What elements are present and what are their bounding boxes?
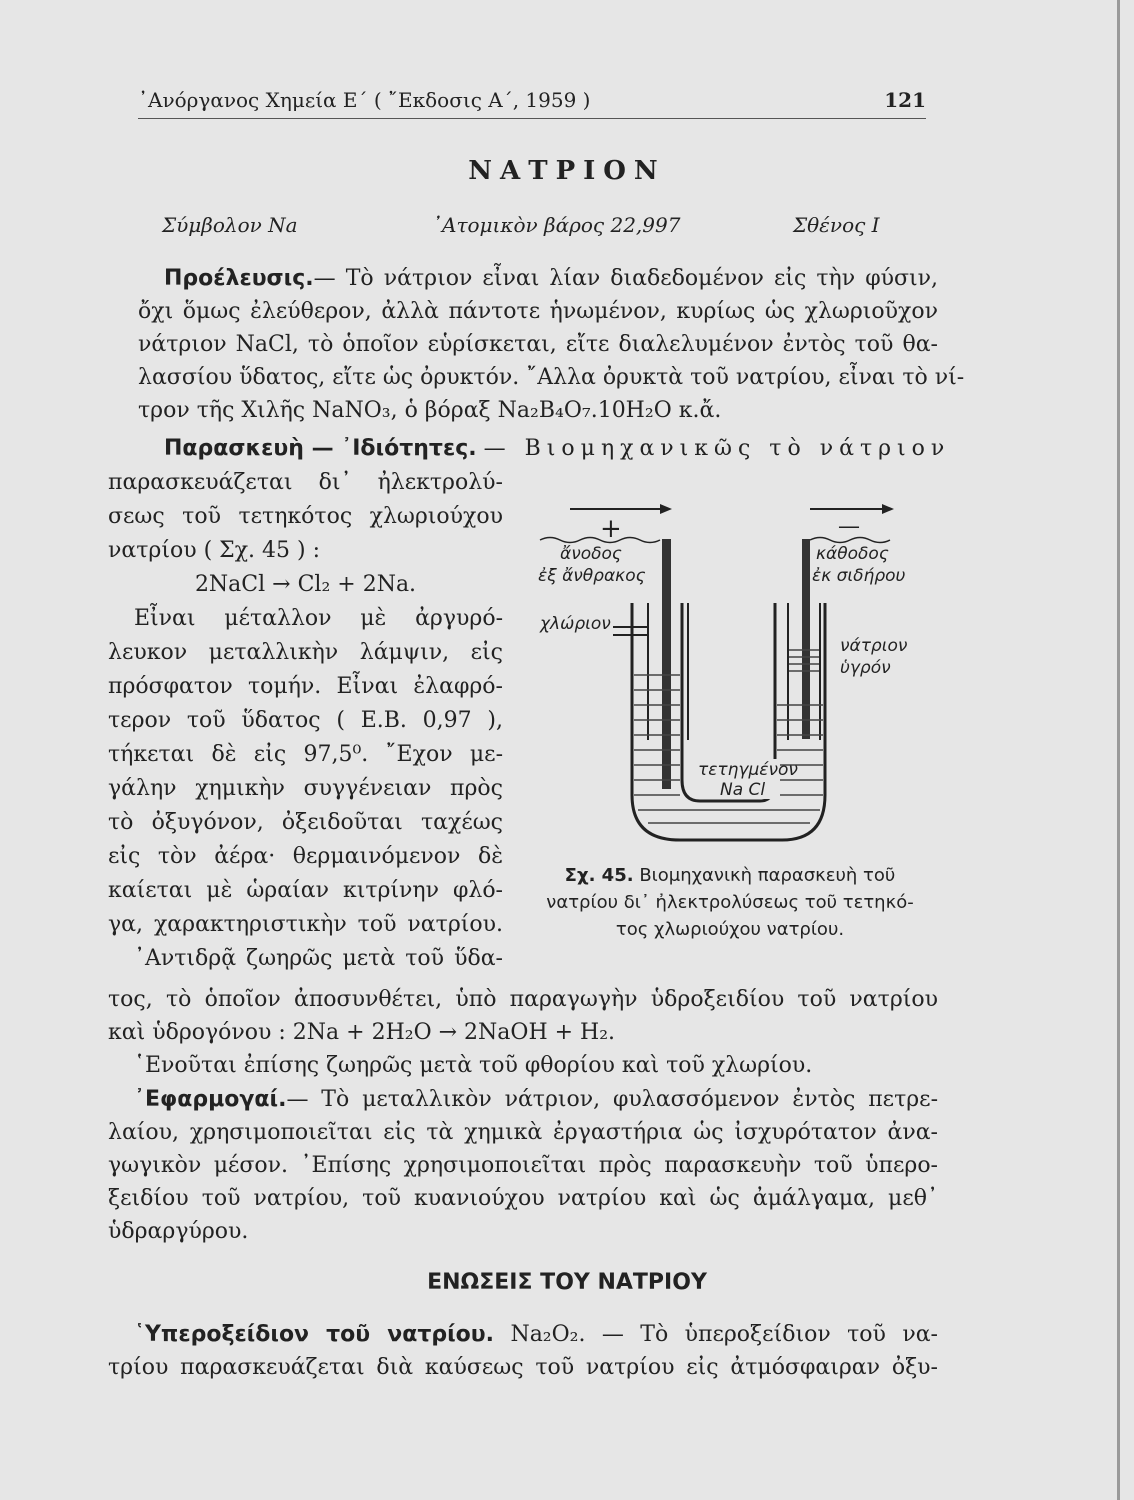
figure-caption (520, 862, 940, 943)
prep-left-line-2: σεως τοῦ τετηκότος χλωριούχου (108, 504, 503, 529)
caption-label: Σχ. 45. (564, 865, 634, 886)
valence: Σθένος I (793, 213, 880, 237)
applications-line-4: ξειδίου τοῦ νατρίου, τοῦ κυανιούχου νατρίου καὶ ὡς ἀμάλγαμα, μεθ᾿ (108, 1186, 938, 1211)
atomic-weight: ᾿Ατομικὸν βάρος 22,997 (432, 213, 681, 237)
prep-left-line-3: νατρίου ( Σχ. 45 ) : (108, 538, 320, 563)
sodium-label-2: ὑγρόν (840, 658, 891, 678)
prep-left-line-8: τερον τοῦ ὕδατος ( Ε.Β. 0,97 ), (108, 708, 503, 733)
applications-line-3: γωγικὸν μέσον. ᾿Επίσης χρησιμοποιεῖται πρὸς παρασκευὴν τοῦ ὑπερο- (108, 1153, 938, 1178)
anode-electrode (662, 539, 671, 789)
electrolysis-figure (520, 495, 940, 855)
reaction-line-1: τος, τὸ ὁποῖον ἀποσυνθέτει, ὑπὸ παραγωγὴν ὑδροξειδίου τοῦ νατρίου (108, 987, 938, 1012)
page-number: 121 (884, 88, 926, 112)
preparation-intro-text: — Βιομηχανικῶς τὸ νάτριον (483, 436, 951, 461)
provenance-line-2: ὄχι ὅμως ἐλεύθερον, ἀλλὰ πάντοτε ἡνωμένον, κυρίως ὡς χλωριοῦχον (138, 299, 938, 324)
running-head-title: ᾿Ανόργανος Χημεία Ε΄ ( ῎Εκδοσις Α΄, 1959 ) (138, 88, 591, 112)
caption-line-1 (520, 862, 940, 889)
running-head (138, 88, 926, 119)
anode-arrowhead (660, 504, 672, 514)
chlorine-label: χλώριον (540, 614, 611, 634)
provenance-text-1: — Τὸ νάτριον εἶναι λίαν διαδεδομένον εἰς τὴν φύσιν, (313, 266, 938, 291)
prep-left-line-12: εἰς τὸν ἀέρα· θερμαινόμενον δὲ (108, 844, 503, 869)
electrolysis-equation: 2NaCl → Cl₂ + 2Na. (194, 572, 417, 597)
prep-left-line-6: λευκον μεταλλικὴν λάμψιν, εἰς (108, 640, 503, 665)
prep-left-line-14: γα, χαρακτηριστικὴν τοῦ νατρίου. (108, 912, 503, 937)
caption-text-1: Βιομηχανικὴ παρασκευὴ τοῦ (639, 865, 896, 886)
applications-heading: ᾿Εφαρμογαί. (134, 1087, 287, 1112)
prep-left-line-10: γάλην χημικὴν συγγένειαν πρὸς (108, 776, 503, 801)
applications-paragraph (108, 1083, 938, 1248)
peroxide-line-2: τρίου παρασκευάζεται διὰ καύσεως τοῦ νατρίου εἰς ἀτμόσφαιραν ὀξυ- (108, 1355, 938, 1380)
prep-left-line-15: ᾿Αντιδρᾷ ζωηρῶς μετὰ τοῦ ὕδα- (134, 946, 503, 971)
reaction-line-3: ῾Ενοῦται ἐπίσης ζωηρῶς μετὰ τοῦ φθορίου καὶ τοῦ χλωρίου. (134, 1053, 813, 1078)
applications-line-1 (108, 1083, 938, 1116)
peroxide-line-1 (108, 1318, 938, 1351)
preparation-heading: Παρασκευὴ — ᾿Ιδιότητες. (164, 436, 477, 461)
anode-label-1: ἄνοδος (560, 544, 622, 564)
provenance-line-3: νάτριον NaCl, τὸ ὁποῖον εὑρίσκεται, εἴτε διαλελυμένον ἐντὸς τοῦ θα- (138, 332, 938, 357)
prep-left-line-11: τὸ ὀξυγόνον, ὀξειδοῦται ταχέως (108, 810, 503, 835)
chapter-title: ΝΑΤΡΙΟΝ (468, 156, 666, 186)
preparation-line-1 (138, 432, 951, 465)
plus-sign: + (600, 514, 622, 544)
caption-line-3: τος χλωριούχου νατρίου. (615, 919, 845, 940)
cathode-arrowhead (882, 504, 894, 514)
reaction-equation: καὶ ὑδρογόνου : 2Na + 2H₂O → 2NaOH + H₂. (108, 1020, 616, 1045)
preparation-intro (138, 432, 951, 465)
compounds-section-title: ΕΝΩΣΕΙΣ ΤΟΥ ΝΑΤΡΙΟΥ (427, 1270, 707, 1295)
cathode-label-2: ἐκ σιδήρου (812, 566, 906, 586)
provenance-line-4: λασσίου ὕδατος, εἴτε ὡς ὀρυκτόν. ῎Αλλα ὀρυκτὰ τοῦ νατρίου, εἶναι τὸ νί- (138, 365, 965, 390)
cathode-electrode (802, 539, 810, 739)
cathode-label-1: κάθοδος (816, 544, 889, 564)
element-symbol: Σύμβολον Na (162, 213, 298, 237)
applications-text-1: — Τὸ μεταλλικὸν νάτριον, φυλασσόμενον ἐντὸς πετρε- (286, 1087, 938, 1112)
anode-label-2: ἐξ ἄνθρακος (538, 566, 646, 586)
preparation-left-column (108, 466, 503, 976)
u-tube-outer (632, 603, 825, 840)
provenance-paragraph (138, 262, 965, 427)
applications-line-5: ὑδραργύρου. (108, 1219, 249, 1244)
prep-left-line-1: παρασκευάζεται δι᾿ ἠλεκτρολύ- (108, 470, 503, 495)
prep-left-line-7: πρόσφατον τομήν. Εἶναι ἐλαφρό- (108, 674, 503, 699)
sodium-label-1: νάτριον (840, 636, 908, 656)
peroxide-text-1: Na₂O₂. — Τὸ ὑπεροξείδιον τοῦ να- (510, 1322, 938, 1347)
provenance-line-5: τρον τῆς Χιλῆς NaNO₃, ὁ βόραξ Na₂B₄O₇.10H₂O κ.ἄ. (138, 398, 722, 423)
applications-line-2: λαίου, χρησιμοποιεῖται εἰς τὰ χημικὰ ἐργαστήρια ὡς ἰσχυρότατον ἀνα- (108, 1120, 938, 1145)
prep-left-line-13: καίεται μὲ ὡραίαν κιτρίνην φλό- (108, 878, 503, 903)
provenance-line-1 (138, 262, 938, 295)
melt-label-2: Na Cl (720, 780, 766, 800)
reaction-paragraph (108, 983, 938, 1082)
prep-left-line-9: τήκεται δὲ εἰς 97,5⁰. ῎Εχον με- (108, 742, 503, 767)
provenance-heading: Προέλευσις. (164, 266, 314, 291)
peroxide-heading: ῾Υπεροξείδιον τοῦ νατρίου. (134, 1322, 495, 1347)
peroxide-paragraph (108, 1318, 938, 1384)
minus-sign: — (838, 514, 860, 539)
melt-label-1: τετηγμένον (698, 760, 798, 780)
caption-line-2: νατρίου δι᾿ ἠλεκτρολύσεως τοῦ τετηκό- (546, 892, 914, 913)
prep-left-line-5: Εἶναι μέταλλον μὲ ἀργυρό- (134, 606, 503, 631)
